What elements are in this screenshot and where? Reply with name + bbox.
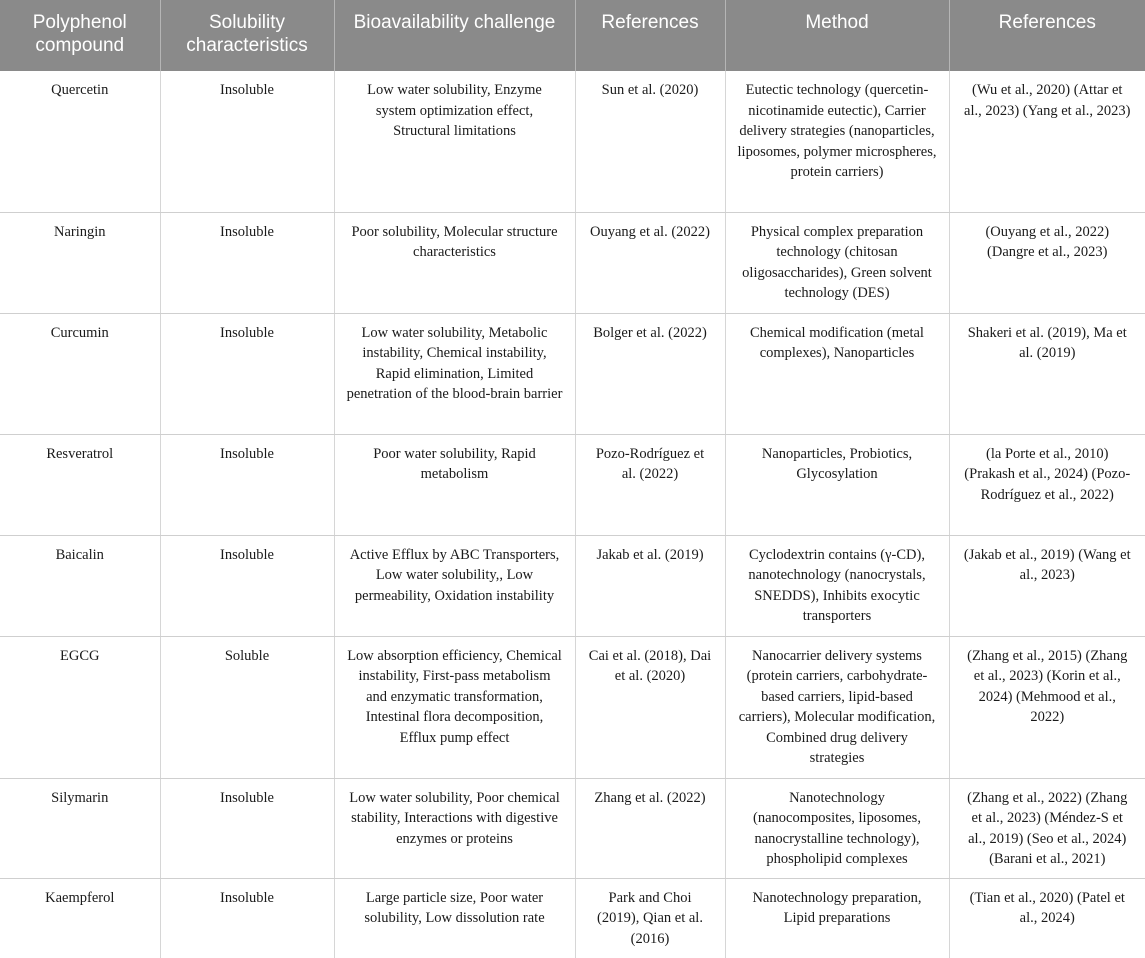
cell-reference: Pozo-Rodríguez et al. (2022) [575,434,725,535]
header-polyphenol-compound: Polyphenol compound [0,0,160,71]
cell-challenge: Active Efflux by ABC Transporters, Low water solubility,, Low permeability, Oxidation instability [334,535,575,636]
cell-method-reference: (Zhang et al., 2015) (Zhang et al., 2023) (Korin et al., 2024) (Mehmood et al., 2022) [949,636,1145,778]
cell-reference: Ouyang et al. (2022) [575,212,725,313]
cell-method: Cyclodextrin contains (γ-CD), nanotechnology (nanocrystals, SNEDDS), Inhibits exocytic transporters [725,535,949,636]
cell-challenge: Low water solubility, Poor chemical stability, Interactions with digestive enzymes or proteins [334,778,575,878]
header-solubility-characteristics: Solubility characteristics [160,0,334,71]
cell-challenge: Low water solubility, Enzyme system optimization effect, Structural limitations [334,71,575,212]
table-row [0,434,1145,535]
cell-reference: Cai et al. (2018), Dai et al. (2020) [575,636,725,778]
cell-method: Nanotechnology preparation, Lipid preparations [725,878,949,958]
cell-method: Eutectic technology (quercetin-nicotinamide eutectic), Carrier delivery strategies (nanoparticles, liposomes, polymer microspheres, protein carriers) [725,71,949,212]
cell-solubility: Insoluble [160,535,334,636]
cell-reference: Park and Choi (2019), Qian et al. (2016) [575,878,725,958]
cell-compound: Baicalin [0,535,160,636]
cell-compound: Naringin [0,212,160,313]
header-method: Method [725,0,949,71]
cell-method: Nanoparticles, Probiotics, Glycosylation [725,434,949,535]
cell-compound: Kaempferol [45,889,115,906]
table-row [0,212,1145,313]
cell-solubility: Insoluble [160,778,334,878]
cell-challenge: Low water solubility, Metabolic instability, Chemical instability, Rapid elimination, Limited penetration of the blood-brain barrier [334,313,575,434]
cell-method: Nanotechnology (nanocomposites, liposomes, nanocrystalline technology), phospholipid complexes [725,778,949,878]
cell-compound: Resveratrol [0,434,160,535]
cell-compound: EGCG [0,636,160,778]
cell-solubility: Insoluble [160,212,334,313]
cell-method-reference: (Zhang et al., 2022) (Zhang et al., 2023) (Méndez-S et al., 2019) (Seo et al., 2024) (Barani et al., 2021) [949,778,1145,878]
cell-solubility: Insoluble [160,878,334,958]
cell-challenge: Low absorption efficiency, Chemical instability, First-pass metabolism and enzymatic transformation, Intestinal flora decomposition, Efflux pump effect [334,636,575,778]
header-references: References [575,0,725,71]
header-references-method: References [949,0,1145,71]
table-row [0,535,1145,636]
header-bioavailability-challenge: Bioavailability challenge [334,0,575,71]
table-row [0,71,1145,212]
cell-method: Chemical modification (metal complexes), Nanoparticles [725,313,949,434]
cell-challenge: Large particle size, Poor water solubility, Low dissolution rate [334,878,575,958]
cell-method-reference: (Tian et al., 2020) (Patel et al., 2024) [949,878,1145,958]
cell-reference: Bolger et al. (2022) [575,313,725,434]
table-row [0,313,1145,434]
cell-reference: Zhang et al. (2022) [575,778,725,878]
table-header [0,0,1145,71]
table-row [0,878,1145,958]
cell-method-reference: (Ouyang et al., 2022) (Dangre et al., 2023) [949,212,1145,313]
cell-compound: Curcumin [0,313,160,434]
table-row [0,636,1145,778]
cell-method-reference: (Jakab et al., 2019) (Wang et al., 2023) [949,535,1145,636]
cell-method-reference: (la Porte et al., 2010) (Prakash et al., 2024) (Pozo-Rodríguez et al., 2022) [949,434,1145,535]
cell-method-reference: (Wu et al., 2020) (Attar et al., 2023) (Yang et al., 2023) [949,71,1145,212]
cell-challenge: Poor solubility, Molecular structure characteristics [334,212,575,313]
cell-solubility: Insoluble [160,313,334,434]
cell-method-reference: Shakeri et al. (2019), Ma et al. (2019) [949,313,1145,434]
cell-reference: Sun et al. (2020) [575,71,725,212]
cell-method: Physical complex preparation technology (chitosan oligosaccharides), Green solvent technology (DES) [725,212,949,313]
cell-reference: Jakab et al. (2019) [575,535,725,636]
header-row [0,0,1145,71]
table-body [0,71,1145,958]
cell-compound: Quercetin [0,71,160,212]
cell-solubility: Soluble [160,636,334,778]
cell-compound: Silymarin [0,778,160,878]
cell-method: Nanocarrier delivery systems (protein carriers, carbohydrate-based carriers, lipid-based carriers), Molecular modification, Combined drug delivery strategies [725,636,949,778]
cell-solubility: Insoluble [160,434,334,535]
cell-challenge: Poor water solubility, Rapid metabolism [334,434,575,535]
table-row [0,778,1145,878]
cell-solubility: Insoluble [160,71,334,212]
